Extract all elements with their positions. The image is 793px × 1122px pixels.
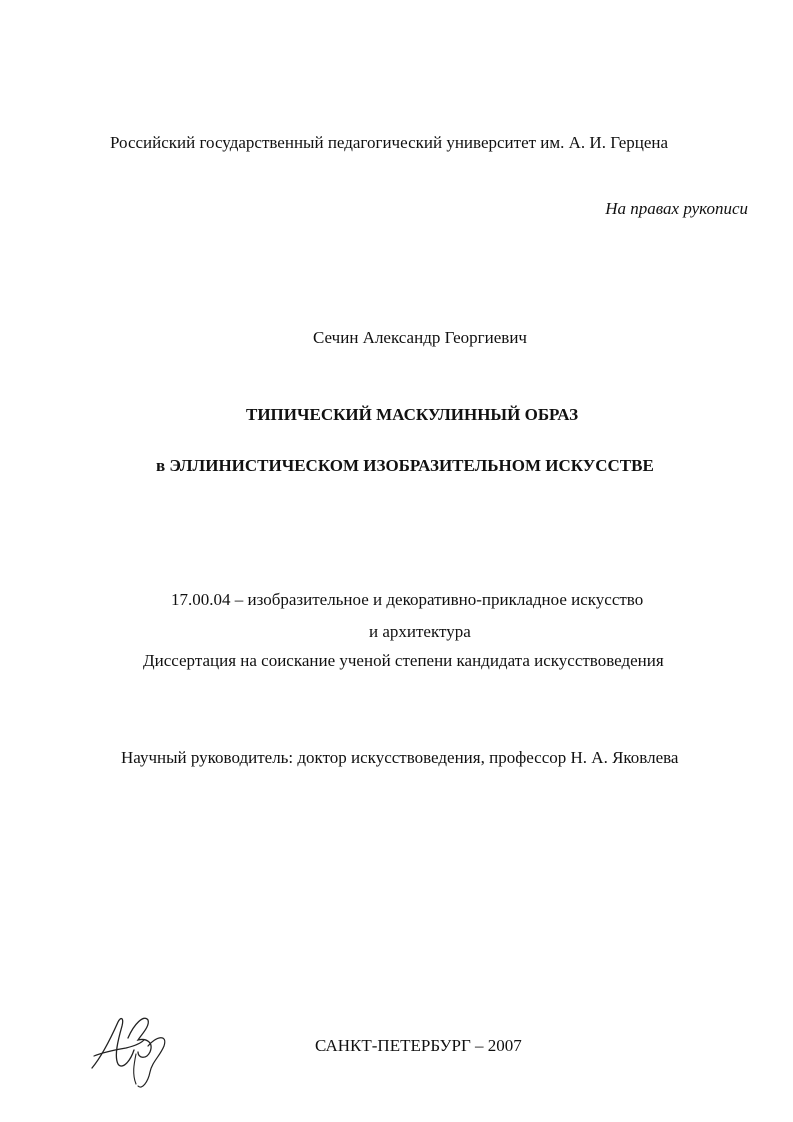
city-year: САНКТ-ПЕТЕРБУРГ – 2007	[315, 1036, 522, 1055]
thesis-title-line-1: ТИПИЧЕСКИЙ МАСКУЛИННЫЙ ОБРАЗ	[246, 405, 579, 424]
specialty-line-2: и архитектура	[369, 622, 471, 641]
institution-name: Российский государственный педагогический университет им. А. И. Герцена	[110, 133, 669, 152]
handwritten-signature	[88, 1000, 173, 1092]
manuscript-note: На правах рукописи	[605, 199, 748, 218]
author-name: Сечин Александр Георгиевич	[313, 328, 527, 347]
specialty-line-1: 17.00.04 – изобразительное и декоративно-прикладное искусство	[171, 590, 644, 609]
degree-statement: Диссертация на соискание ученой степени кандидата искусствоведения	[143, 651, 664, 670]
thesis-title-line-2: в ЭЛЛИНИСТИЧЕСКОМ ИЗОБРАЗИТЕЛЬНОМ ИСКУССТВЕ	[156, 456, 654, 475]
scientific-advisor: Научный руководитель: доктор искусствоведения, профессор Н. А. Яковлева	[121, 748, 679, 767]
